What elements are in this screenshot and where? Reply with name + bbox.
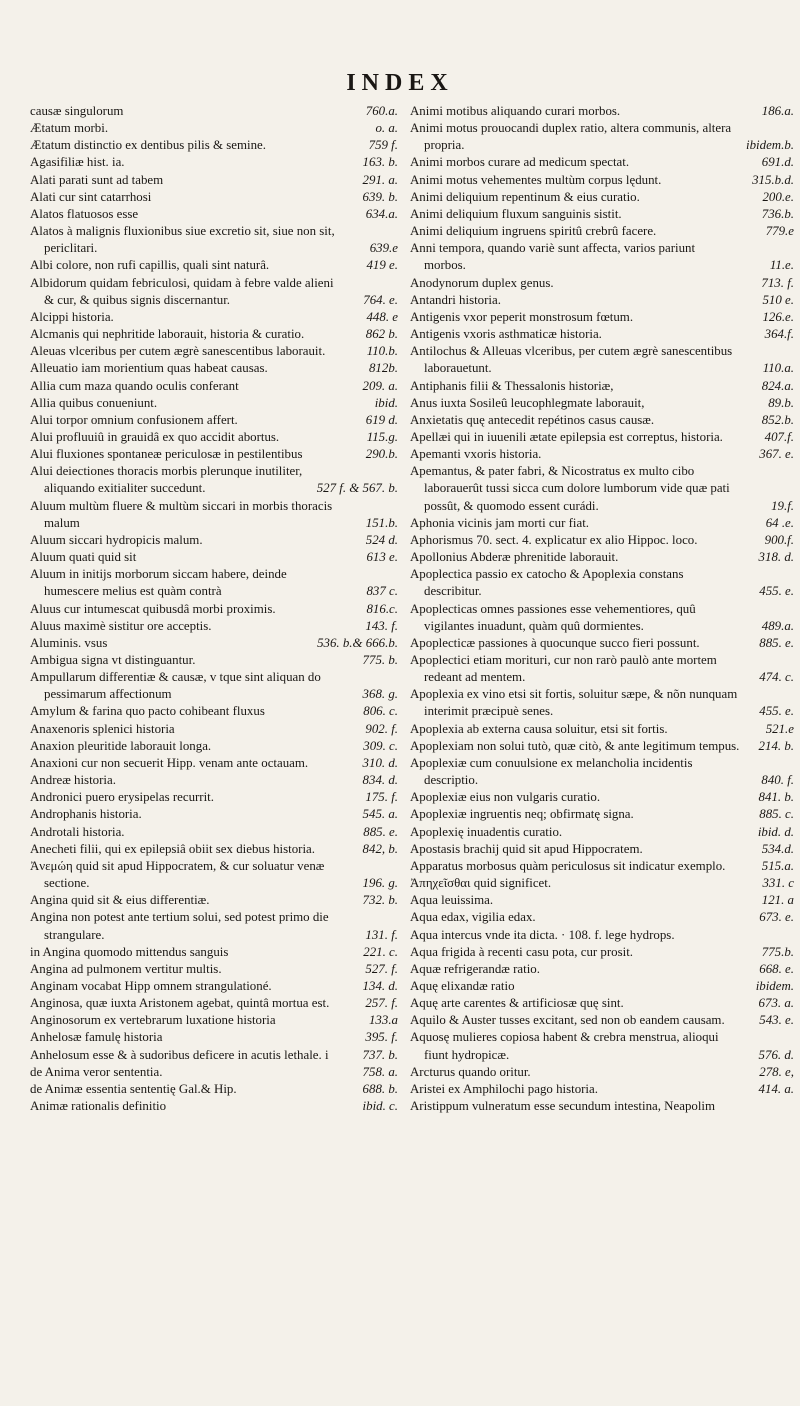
index-entry-text: Anhelosæ famulę historia bbox=[30, 1030, 163, 1045]
index-entry-text: de Anima veror sententia. bbox=[30, 1064, 163, 1079]
index-entry-text: Aluminis. vsus bbox=[30, 635, 108, 650]
index-entry bbox=[410, 343, 794, 377]
index-entry bbox=[410, 892, 794, 909]
index-entry bbox=[30, 395, 398, 412]
index-entry bbox=[30, 532, 398, 549]
index-entry-text: Agasifiliæ hist. ia. bbox=[30, 155, 125, 170]
index-entry-text: Alleuatio iam morientium quas habeat causas. bbox=[30, 361, 268, 376]
index-entry-page-ref: 536. b.& 666.b. bbox=[317, 635, 398, 650]
index-entry-page-ref: 368. g. bbox=[362, 687, 398, 702]
index-entry-page-ref: 131. f. bbox=[365, 927, 398, 942]
index-entry-page-ref: 175. f. bbox=[365, 790, 398, 805]
index-entry-page-ref: 613 e. bbox=[366, 550, 398, 565]
index-entry-page-ref: 19.f. bbox=[771, 498, 794, 513]
index-entry bbox=[30, 892, 398, 909]
index-entry-text: Anni tempora, quando variè sunt affecta, varios pariunt morbos. bbox=[410, 241, 696, 273]
index-entry-text: Aquosę mulieres copiosa habent & crebra menstrua, alioqui fiunt hydropicæ. bbox=[410, 1030, 719, 1062]
index-entry bbox=[410, 1012, 794, 1029]
index-entry-text: Aquę arte carentes & artificiosæ quę sint. bbox=[410, 996, 624, 1011]
index-entry-page-ref: 834. d. bbox=[362, 773, 398, 788]
index-entry-page-ref: 310. d. bbox=[362, 755, 398, 770]
index-entry-page-ref: 812b. bbox=[368, 361, 398, 376]
index-entry bbox=[30, 566, 398, 600]
index-entry-page-ref: 639.e bbox=[369, 241, 398, 256]
index-entry-text: Ἀνεμώη quid sit apud Hippocratem, & cur soluatur venæ sectione. bbox=[30, 858, 325, 891]
index-entry bbox=[30, 618, 398, 635]
index-entry bbox=[410, 721, 794, 738]
index-entry-text: Apemantus, & pater fabri, & Nicostratus ex multo cibo laborauerût tussi sicca cum dolore lumborum vide quæ pati possût, & quomodo essent curádi. bbox=[410, 464, 730, 513]
index-entry-text: Apoplecticæ passiones à quocunque succo fieri possunt. bbox=[410, 635, 700, 650]
index-entry-page-ref: 455. e. bbox=[759, 584, 794, 599]
index-entry-text: Anaxenoris splenici historia bbox=[30, 721, 175, 736]
index-entry-text: Antiphanis filii & Thessalonis historiæ, bbox=[410, 378, 614, 393]
index-entry bbox=[410, 841, 794, 858]
index-entry-text: Aqua edax, vigilia edax. bbox=[410, 910, 536, 925]
index-entry bbox=[410, 103, 794, 120]
index-entry bbox=[30, 1012, 398, 1029]
index-entry-page-ref: 668. e. bbox=[759, 961, 794, 976]
index-entry-text: Apoplexia ex vino etsi sit fortis, soluitur sæpe, & nõn nunquam interimit præcipuè senes. bbox=[410, 687, 738, 719]
index-entry-page-ref: 545. a. bbox=[362, 807, 398, 822]
index-entry-page-ref: 759 f. bbox=[368, 138, 398, 153]
index-entry-page-ref: 521.e bbox=[765, 721, 794, 736]
index-entry bbox=[410, 1098, 794, 1115]
index-entry bbox=[410, 515, 794, 532]
index-entry bbox=[30, 446, 398, 463]
index-entry bbox=[30, 652, 398, 669]
index-entry-page-ref: 221. c. bbox=[363, 944, 398, 959]
index-entry bbox=[30, 257, 398, 274]
index-entry-text: Aqua leuissima. bbox=[410, 893, 494, 908]
index-entry-text: Apostasis brachij quid sit apud Hippocratem. bbox=[410, 841, 643, 856]
index-entry bbox=[410, 309, 794, 326]
index-entry-page-ref: 900.f. bbox=[764, 532, 794, 547]
index-entry-page-ref: 673. e. bbox=[759, 910, 794, 925]
index-entry-page-ref: 11.e. bbox=[769, 258, 794, 273]
index-entry-text: Androphanis historia. bbox=[30, 807, 142, 822]
index-entry-text: Alui torpor omnium confusionem affert. bbox=[30, 412, 238, 427]
index-entry bbox=[30, 429, 398, 446]
index-entry bbox=[30, 909, 398, 943]
index-entry-text: Animi motus prouocandi duplex ratio, altera communis, altera propria. bbox=[410, 121, 732, 153]
index-entry-text: Antigenis vxoris asthmaticæ historia. bbox=[410, 327, 602, 342]
index-entry bbox=[30, 841, 398, 858]
index-entry-text: Aquę elixandæ ratio bbox=[410, 978, 515, 993]
index-entry bbox=[410, 412, 794, 429]
index-entry-page-ref: 414. a. bbox=[758, 1081, 794, 1096]
index-entry-page-ref: ibidem. bbox=[755, 978, 794, 993]
index-entry bbox=[410, 206, 794, 223]
index-entry-text: Ambigua signa vt distinguantur. bbox=[30, 653, 196, 667]
index-entry-text: Aluus maximè sistitur ore acceptis. bbox=[30, 618, 212, 633]
index-entry-page-ref: 713. f. bbox=[761, 275, 794, 290]
index-column-right bbox=[410, 103, 794, 1115]
index-entry-text: Alui deiectiones thoracis morbis plerunque inutiliter, aliquando exitialiter succedunt. bbox=[30, 464, 303, 496]
index-entry-page-ref: 257. f. bbox=[365, 996, 398, 1011]
index-entry bbox=[410, 120, 794, 154]
index-entry bbox=[410, 635, 794, 652]
index-entry bbox=[410, 189, 794, 206]
index-entry-text: Aluum siccari hydropicis malum. bbox=[30, 532, 203, 547]
index-entry bbox=[30, 223, 398, 257]
index-entry-text: Apoplectica passio ex catocho & Apoplexia constans describitur. bbox=[410, 567, 684, 599]
index-entry bbox=[30, 1047, 398, 1064]
index-entry-text: Angina ad pulmonem vertitur multis. bbox=[30, 961, 222, 976]
index-entry-page-ref: 732. b. bbox=[362, 893, 398, 908]
index-entry-text: Androtali historia. bbox=[30, 824, 125, 839]
index-entry-text: Alui profluuiû in grauidâ ex quo accidit abortus. bbox=[30, 429, 280, 444]
index-entry-text: Apparatus morbosus quàm periculosus sit indicatur exemplo. bbox=[410, 858, 726, 873]
index-entry-page-ref: 524 d. bbox=[365, 532, 398, 547]
index-entry-text: Albidorum quidam febriculosi, quidam à febre valde alieni & cur, & quibus signis discernantur. bbox=[30, 275, 334, 307]
index-entry-text: Andronici puero erysipelas recurrit. bbox=[30, 790, 214, 805]
index-entry-text: Anhelosum esse & à sudoribus deficere in acutis lethale. i bbox=[30, 1047, 329, 1062]
index-entry-page-ref: 151.b. bbox=[365, 515, 398, 530]
index-entry-page-ref: 688. b. bbox=[362, 1081, 398, 1096]
index-entry-text: Anaxioni cur non secuerit Hipp. venam ante octauam. bbox=[30, 755, 309, 770]
index-entry bbox=[410, 927, 794, 944]
index-entry bbox=[410, 429, 794, 446]
index-entry bbox=[410, 1029, 794, 1063]
index-entry-page-ref: 691.d. bbox=[761, 155, 794, 170]
index-entry-text: Aqua frigida à recenti casu pota, cur prosit. bbox=[410, 944, 633, 959]
index-entry-page-ref: 318. d. bbox=[758, 550, 794, 565]
index-entry bbox=[410, 275, 794, 292]
index-entry-text: Apoplexiam non solui tutò, quæ citò, & ante legitimum tempus. bbox=[410, 738, 740, 753]
index-entry-page-ref: 841. b. bbox=[758, 790, 794, 805]
index-entry-page-ref: 527. f. bbox=[365, 961, 398, 976]
index-entry-text: Alati parati sunt ad tabem bbox=[30, 172, 164, 187]
index-entry-text: Andreæ historia. bbox=[30, 773, 116, 788]
index-entry bbox=[410, 806, 794, 823]
index-entry-page-ref: 110.b. bbox=[366, 344, 398, 359]
index-entry-text: Ætatum distinctio ex dentibus pilis & semine. bbox=[30, 138, 266, 153]
index-entry-page-ref: 779.e bbox=[765, 224, 794, 239]
index-entry bbox=[410, 824, 794, 841]
index-entry-text: Antandri historia. bbox=[410, 292, 501, 307]
index-entry-page-ref: ibid. c. bbox=[362, 1099, 398, 1114]
index-entry bbox=[30, 360, 398, 377]
index-entry bbox=[410, 858, 794, 875]
index-entry-page-ref: 474. c. bbox=[759, 670, 794, 685]
index-entry-text: Apoplexia ab externa causa soluitur, etsi sit fortis. bbox=[410, 721, 668, 736]
index-entry bbox=[30, 669, 398, 703]
index-entry bbox=[410, 1064, 794, 1081]
index-entry bbox=[410, 601, 794, 635]
index-entry-text: Albi colore, non rufi capillis, quali sint naturâ. bbox=[30, 258, 270, 273]
index-entry-page-ref: 806. c. bbox=[363, 704, 398, 719]
index-entry-text: Anodynorum duplex genus. bbox=[410, 275, 554, 290]
index-entry-page-ref: 121. a bbox=[761, 893, 794, 908]
index-entry bbox=[410, 326, 794, 343]
index-entry bbox=[30, 806, 398, 823]
index-entry-text: Aristippum vulneratum esse secundum intestina, Neapolim bbox=[410, 1099, 716, 1114]
index-entry-text: Angina quid sit & eius differentiæ. bbox=[30, 893, 210, 908]
index-entry-page-ref: 309. c. bbox=[363, 738, 398, 753]
index-entry-text: Apoplectici etiam morituri, cur non rarò paulò ante mortem redeant ad mentem. bbox=[410, 653, 717, 685]
index-entry-text: Amylum & farina quo pacto cohibeant fluxus bbox=[30, 704, 265, 719]
index-entry bbox=[30, 721, 398, 738]
index-entry bbox=[410, 292, 794, 309]
index-entry bbox=[30, 172, 398, 189]
index-entry bbox=[30, 824, 398, 841]
index-entry-text: Anginam vocabat Hipp omnem strangulationé. bbox=[30, 978, 272, 993]
index-entry-text: Animi deliquium fluxum sanguinis sistit. bbox=[410, 206, 622, 221]
index-entry-page-ref: 824.a. bbox=[761, 378, 794, 393]
index-entry bbox=[30, 498, 398, 532]
index-entry-text: Apoplexiæ cum conuulsione ex melancholia incidentis descriptio. bbox=[410, 755, 693, 788]
index-entry-page-ref: 673. a. bbox=[758, 996, 794, 1011]
index-entry-page-ref: 840. f. bbox=[761, 773, 794, 788]
index-entry bbox=[30, 789, 398, 806]
index-entry bbox=[30, 978, 398, 995]
index-entry-page-ref: 64 .e. bbox=[765, 515, 794, 530]
index-entry bbox=[30, 206, 398, 223]
index-entry-text: Aristei ex Amphilochi pago historia. bbox=[410, 1081, 598, 1096]
index-entry-page-ref: 842, b. bbox=[362, 841, 398, 856]
index-entry-page-ref: 126.e. bbox=[762, 309, 794, 324]
index-entry-page-ref: 885. e. bbox=[363, 824, 398, 839]
index-entry bbox=[30, 961, 398, 978]
index-entry bbox=[30, 549, 398, 566]
index-entry-text: Aluum multùm fluere & multùm siccari in morbis thoracis malum bbox=[30, 498, 333, 530]
index-entry-text: Antigenis vxor peperit monstrosum fœtum. bbox=[410, 309, 634, 324]
index-entry-page-ref: ibid. d. bbox=[757, 824, 794, 839]
index-entry-page-ref: 209. a. bbox=[362, 378, 398, 393]
index-entry-page-ref: 775. b. bbox=[362, 653, 398, 667]
index-entry bbox=[410, 172, 794, 189]
index-entry-page-ref: o. a. bbox=[375, 121, 398, 136]
index-entry-page-ref: 200.e. bbox=[762, 189, 794, 204]
index-entry bbox=[410, 154, 794, 171]
index-entry-page-ref: 291. a. bbox=[362, 172, 398, 187]
index-entry bbox=[410, 463, 794, 514]
index-entry bbox=[410, 652, 794, 686]
index-entry-text: Aquilo & Auster tusses excitant, sed non ob eandem causam. bbox=[410, 1013, 725, 1028]
index-entry bbox=[410, 532, 794, 549]
index-entry bbox=[410, 240, 794, 274]
index-entry-text: Alcippi historia. bbox=[30, 309, 114, 324]
index-entry-text: Aphorismus 70. sect. 4. explicatur ex alio Hippoc. loco. bbox=[410, 532, 698, 547]
index-entry-text: Animi motibus aliquando curari morbos. bbox=[410, 104, 621, 118]
index-entry-text: Aleuas vlceribus per cutem ægrè sanescentibus laborauit. bbox=[30, 344, 326, 359]
index-entry-page-ref: 764. e. bbox=[363, 292, 398, 307]
index-entry bbox=[410, 978, 794, 995]
index-entry-page-ref: 419 e. bbox=[366, 258, 398, 273]
index-entry bbox=[30, 1064, 398, 1081]
index-entry-page-ref: ibidem.b. bbox=[746, 138, 794, 153]
index-entry-text: Apollonius Abderæ phrenitide laborauit. bbox=[410, 550, 619, 565]
index-entry-page-ref: 885. e. bbox=[759, 635, 794, 650]
index-entry bbox=[30, 154, 398, 171]
index-entry-page-ref: 736.b. bbox=[761, 206, 794, 221]
index-entry-page-ref: 110.a. bbox=[762, 361, 794, 376]
index-entry bbox=[410, 875, 794, 892]
index-entry-text: Antilochus & Alleuas vlceribus, per cutem ægrè sanescentibus laborauetunt. bbox=[410, 344, 733, 376]
index-entry-text: Ampullarum differentiæ & causæ, v tque sint aliquan do pessimarum affectionum bbox=[30, 670, 321, 702]
index-entry-text: Aquæ refrigerandæ ratio. bbox=[410, 961, 540, 976]
index-entry bbox=[410, 944, 794, 961]
index-entry-page-ref: 515.a. bbox=[761, 858, 794, 873]
index-entry-page-ref: 133.a bbox=[368, 1013, 398, 1028]
index-entry-page-ref: 543. e. bbox=[759, 1013, 794, 1028]
index-entry bbox=[30, 275, 398, 309]
index-entry-text: Aluus cur intumescat quibusdâ morbi proximis. bbox=[30, 601, 276, 616]
index-entry-text: Ἀπηχεῖσθαι quid significet. bbox=[410, 876, 552, 891]
index-entry bbox=[410, 789, 794, 806]
index-entry-page-ref: 89.b. bbox=[768, 395, 794, 410]
index-entry bbox=[30, 326, 398, 343]
index-entry-page-ref: 902. f. bbox=[365, 721, 398, 736]
index-entry-page-ref: 448. e bbox=[366, 309, 398, 324]
index-entry-text: de Animæ essentia sententię Gal.& Hip. bbox=[30, 1081, 237, 1096]
index-entry-text: Anecheti filii, qui ex epilepsiâ obiit sex diebus historia. bbox=[30, 841, 315, 856]
index-entry-page-ref: 775.b. bbox=[761, 944, 794, 959]
index-entry bbox=[410, 395, 794, 412]
index-entry-text: Aluum quati quid sit bbox=[30, 550, 137, 565]
index-entry bbox=[410, 446, 794, 463]
index-entry-text: Anginosorum ex vertebrarum luxatione historia bbox=[30, 1013, 276, 1028]
index-entry-page-ref: 407.f. bbox=[764, 429, 794, 444]
index-entry bbox=[30, 412, 398, 429]
index-entry-text: causæ singulorum bbox=[30, 104, 124, 118]
page-title: INDEX bbox=[346, 70, 454, 96]
index-entry-page-ref: 367. e. bbox=[759, 447, 794, 462]
index-entry bbox=[410, 755, 794, 789]
index-entry-text: Apoplexiæ ingruentis neq; obfirmatę signa. bbox=[410, 807, 634, 822]
index-entry-text: Animi deliquium repentinum & eius curatio. bbox=[410, 189, 640, 204]
index-entry bbox=[410, 549, 794, 566]
index-entry-page-ref: 885. c. bbox=[759, 807, 794, 822]
index-entry bbox=[30, 944, 398, 961]
index-entry-text: Alatos flatuosos esse bbox=[30, 206, 139, 221]
index-entry-page-ref: 510 e. bbox=[762, 292, 794, 307]
index-entry bbox=[410, 566, 794, 600]
index-entry-text: Animi motus vehementes multùm corpus lędunt. bbox=[410, 172, 662, 187]
index-entry-page-ref: 619 d. bbox=[365, 412, 398, 427]
index-entry-page-ref: 331. c bbox=[762, 876, 794, 891]
index-entry-page-ref: 196. g. bbox=[362, 876, 398, 891]
index-entry-page-ref: 527 f. & 567. b. bbox=[316, 481, 398, 496]
index-entry bbox=[30, 995, 398, 1012]
index-entry bbox=[410, 909, 794, 926]
index-entry bbox=[410, 961, 794, 978]
index-entry bbox=[30, 309, 398, 326]
index-entry-page-ref: ibid. bbox=[374, 395, 398, 410]
index-entry-text: Apemanti vxoris historia. bbox=[410, 447, 542, 462]
index-entry-text: Apoplexiæ eius non vulgaris curatio. bbox=[410, 790, 601, 805]
index-entry-text: Animi deliquium ingruens spiritû crebrû facere. bbox=[410, 224, 657, 239]
index-entry bbox=[410, 995, 794, 1012]
index-entry bbox=[30, 378, 398, 395]
index-entry bbox=[30, 635, 398, 652]
index-entry bbox=[30, 103, 398, 120]
index-entry bbox=[30, 755, 398, 772]
index-entry-page-ref: 737. b. bbox=[362, 1047, 398, 1062]
index-entry-page-ref: 163. b. bbox=[362, 155, 398, 170]
index-entry bbox=[30, 1081, 398, 1098]
index-column-left bbox=[30, 103, 398, 1115]
index-entry-page-ref: 576. d. bbox=[758, 1047, 794, 1062]
index-entry-page-ref: 214. b. bbox=[758, 738, 794, 753]
index-entry-page-ref: 186.a. bbox=[761, 104, 794, 118]
index-entry-text: Ætatum morbi. bbox=[30, 121, 109, 136]
index-entry-text: Apoplexię inuadentis curatio. bbox=[410, 824, 563, 839]
index-entry bbox=[30, 1098, 398, 1115]
index-entry bbox=[30, 601, 398, 618]
index-entry-text: Alatos à malignis fluxionibus siue excretio sit, siue non sit, periclitari. bbox=[30, 224, 335, 256]
index-entry-page-ref: 489.a. bbox=[761, 618, 794, 633]
index-entry-page-ref: 278. e, bbox=[759, 1064, 794, 1079]
index-entry bbox=[30, 772, 398, 789]
index-entry-text: Alati cur sint catarrhosi bbox=[30, 189, 152, 204]
index-entry-page-ref: 143. f. bbox=[365, 618, 398, 633]
index-entry-text: Arcturus quando oritur. bbox=[410, 1064, 531, 1079]
index-entry bbox=[30, 137, 398, 154]
index-entry bbox=[410, 738, 794, 755]
index-entry-page-ref: 639. b. bbox=[362, 189, 398, 204]
index-entry-page-ref: 364.f. bbox=[764, 327, 794, 342]
index-entry-text: Aqua intercus vnde ita dicta. · 108. f. lege hydrops. bbox=[410, 927, 675, 942]
index-entry-text: Allia cum maza quando oculis conferant bbox=[30, 378, 239, 393]
index-entry-text: Aluum in initijs morborum siccam habere, deinde humescere melius est quàm contrà bbox=[30, 567, 287, 599]
index-entry-page-ref: 862 b. bbox=[365, 327, 398, 342]
index-entry-page-ref: 290.b. bbox=[365, 447, 398, 462]
index-entry-text: Anxietatis quę antecedit repétinos casus causæ. bbox=[410, 412, 655, 427]
index-entry-page-ref: 134. d. bbox=[362, 978, 398, 993]
index-entry-page-ref: 455. e. bbox=[759, 704, 794, 719]
index-entry-text: Aphonia vicinis jam morti cur fiat. bbox=[410, 515, 589, 530]
index-entry-page-ref: 534.d. bbox=[761, 841, 794, 856]
index-entry bbox=[30, 703, 398, 720]
page-top-margin bbox=[0, 0, 800, 60]
index-entry bbox=[410, 1081, 794, 1098]
index-entry-page-ref: 852.b. bbox=[761, 412, 794, 427]
index-entry-text: Anaxion pleuritide laborauit longa. bbox=[30, 738, 212, 753]
index-entry bbox=[30, 189, 398, 206]
index-entry bbox=[30, 343, 398, 360]
index-entry-page-ref: 758. a. bbox=[362, 1064, 398, 1079]
index-entry bbox=[30, 463, 398, 497]
index-entry-page-ref: 837 c. bbox=[366, 584, 398, 599]
index-entry-text: Animi morbos curare ad medicum spectat. bbox=[410, 155, 630, 170]
index-entry-text: Anus iuxta Sosileû leucophlegmate laborauit, bbox=[410, 395, 645, 410]
index-entry-page-ref: 816.c. bbox=[366, 601, 398, 616]
index-entry-page-ref: 115.g. bbox=[366, 429, 398, 444]
index-entry bbox=[30, 858, 398, 892]
index-entry-page-ref: 315.b.d. bbox=[752, 172, 794, 187]
index-entry bbox=[410, 686, 794, 720]
index-entry bbox=[410, 223, 794, 240]
index-entry-text: in Angina quomodo mittendus sanguis bbox=[30, 944, 229, 959]
index-entry-text: Allia quibus conueniunt. bbox=[30, 395, 158, 410]
index-entry-text: Angina non potest ante tertium solui, sed potest primo die strangulare. bbox=[30, 910, 329, 942]
index-entry bbox=[30, 120, 398, 137]
index-entry-page-ref: 760.a. bbox=[365, 104, 398, 118]
index-entry-page-ref: 395. f. bbox=[365, 1030, 398, 1045]
index-entry-text: Alcmanis qui nephritide laborauit, historia & curatio. bbox=[30, 327, 305, 342]
index-entry-text: Apellæi qui in iuuenili ætate epilepsia est correptus, historia. bbox=[410, 429, 723, 444]
index-entry-text: Apoplecticas omnes passiones esse vehementiores, quû vigilantes inuadunt, quàm quû dormientes. bbox=[410, 601, 696, 633]
index-entry-text: Animæ rationalis definitio bbox=[30, 1099, 167, 1114]
index-entry bbox=[30, 738, 398, 755]
index-entry-text: Anginosa, quæ iuxta Aristonem agebat, quintâ mortua est. bbox=[30, 996, 330, 1011]
index-entry bbox=[410, 378, 794, 395]
index-entry-text: Alui fluxiones spontaneæ periculosæ in pestilentibus bbox=[30, 447, 303, 462]
index-entry bbox=[30, 1029, 398, 1046]
index-entry-page-ref: 634.a. bbox=[365, 206, 398, 221]
